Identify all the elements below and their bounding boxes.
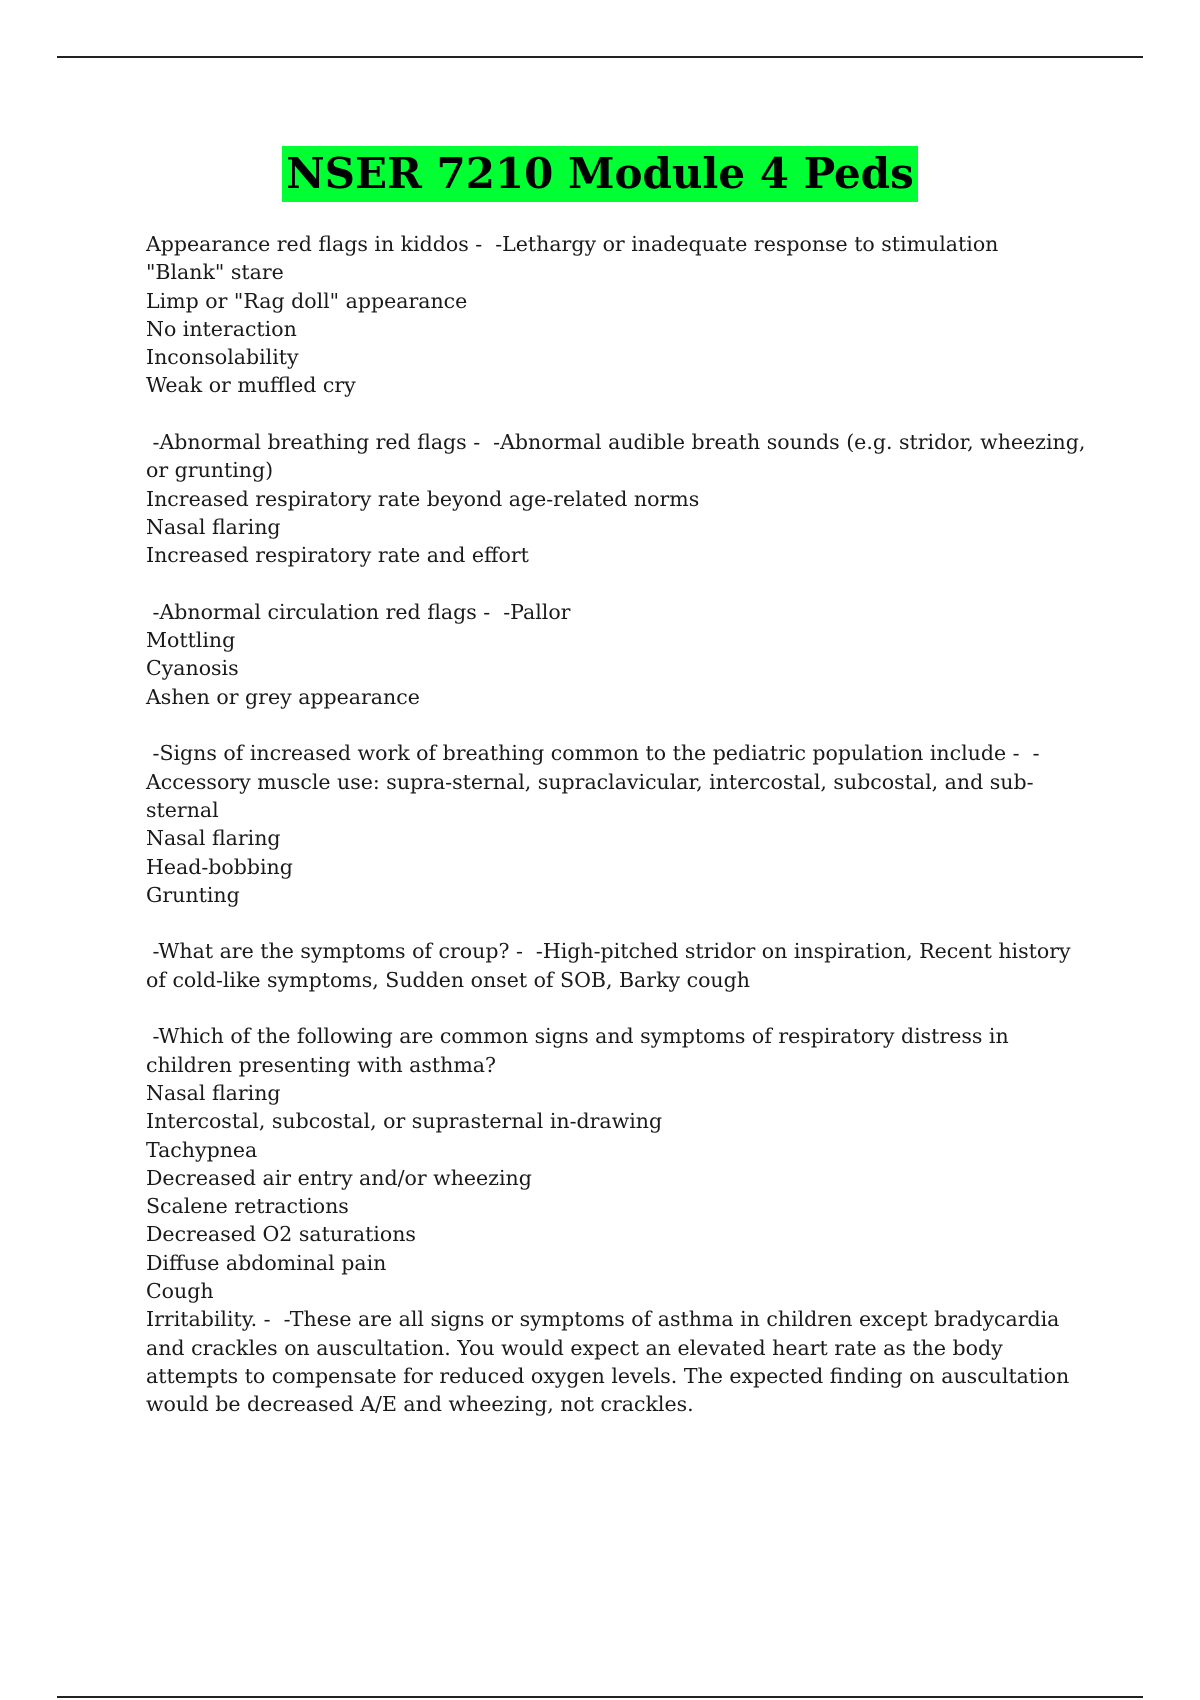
text-line: Diffuse abdominal pain — [146, 1250, 387, 1275]
qa-block — [146, 937, 1096, 994]
qa-block — [146, 598, 1096, 711]
text-line: Nasal flaring — [146, 1080, 281, 1105]
text-line: Weak or muffled cry — [146, 373, 356, 398]
qa-block — [146, 739, 1096, 909]
text-line: -Signs of increased work of breathing common to the pediatric population include - -Accessory muscle use: supra-sternal, supraclavicular, intercostal, subcostal, and sub-sternal — [146, 741, 1040, 822]
text-line: Head-bobbing — [146, 854, 293, 879]
qa-block — [146, 428, 1096, 569]
title-container — [0, 146, 1200, 202]
document-title: NSER 7210 Module 4 Peds — [282, 146, 918, 202]
text-line: Limp or "Rag doll" appearance — [146, 288, 468, 313]
text-line: No interaction — [146, 316, 297, 341]
bottom-rule — [57, 1696, 1143, 1698]
qa-block — [146, 1022, 1096, 1418]
text-line: Inconsolability — [146, 345, 299, 370]
text-line: Ashen or grey appearance — [146, 684, 420, 709]
text-line: Irritability. - -These are all signs or symptoms of asthma in children except bradycardia and crackles on auscultation. You would expect an elevated heart rate as the body attempts to compensate for reduced oxygen levels. The expected finding on auscultation would be decreased A/E and wheezing, not crackles. — [146, 1307, 1076, 1417]
text-line: Decreased air entry and/or wheezing — [146, 1165, 532, 1190]
text-line: Increased respiratory rate beyond age-related norms — [146, 486, 700, 511]
text-line: Increased respiratory rate and effort — [146, 543, 529, 568]
text-line: Cyanosis — [146, 656, 239, 681]
text-line: "Blank" stare — [146, 260, 284, 285]
document-body — [146, 230, 1096, 1447]
text-line: -Abnormal breathing red flags - -Abnormal audible breath sounds (e.g. stridor, wheezing, or grunting) — [146, 430, 1092, 483]
text-line: Tachypnea — [146, 1137, 258, 1162]
text-line: Cough — [146, 1278, 214, 1303]
text-line: Intercostal, subcostal, or suprasternal in-drawing — [146, 1109, 663, 1134]
top-rule — [57, 56, 1143, 58]
text-line: Nasal flaring — [146, 826, 281, 851]
text-line: -What are the symptoms of croup? - -High-pitched stridor on inspiration, Recent history of cold-like symptoms, Sudden onset of SOB, Barky cough — [146, 939, 1078, 992]
text-line: Nasal flaring — [146, 514, 281, 539]
text-line: Appearance red flags in kiddos - -Lethargy or inadequate response to stimulation — [146, 232, 999, 256]
text-line: Scalene retractions — [146, 1194, 349, 1219]
text-line: Grunting — [146, 882, 240, 907]
text-line: Mottling — [146, 628, 236, 653]
text-line: Decreased O2 saturations — [146, 1222, 416, 1247]
qa-block — [146, 230, 1096, 400]
text-line: -Which of the following are common signs and symptoms of respiratory distress in children presenting with asthma? — [146, 1024, 1016, 1077]
text-line: -Abnormal circulation red flags - -Pallor — [146, 599, 571, 624]
